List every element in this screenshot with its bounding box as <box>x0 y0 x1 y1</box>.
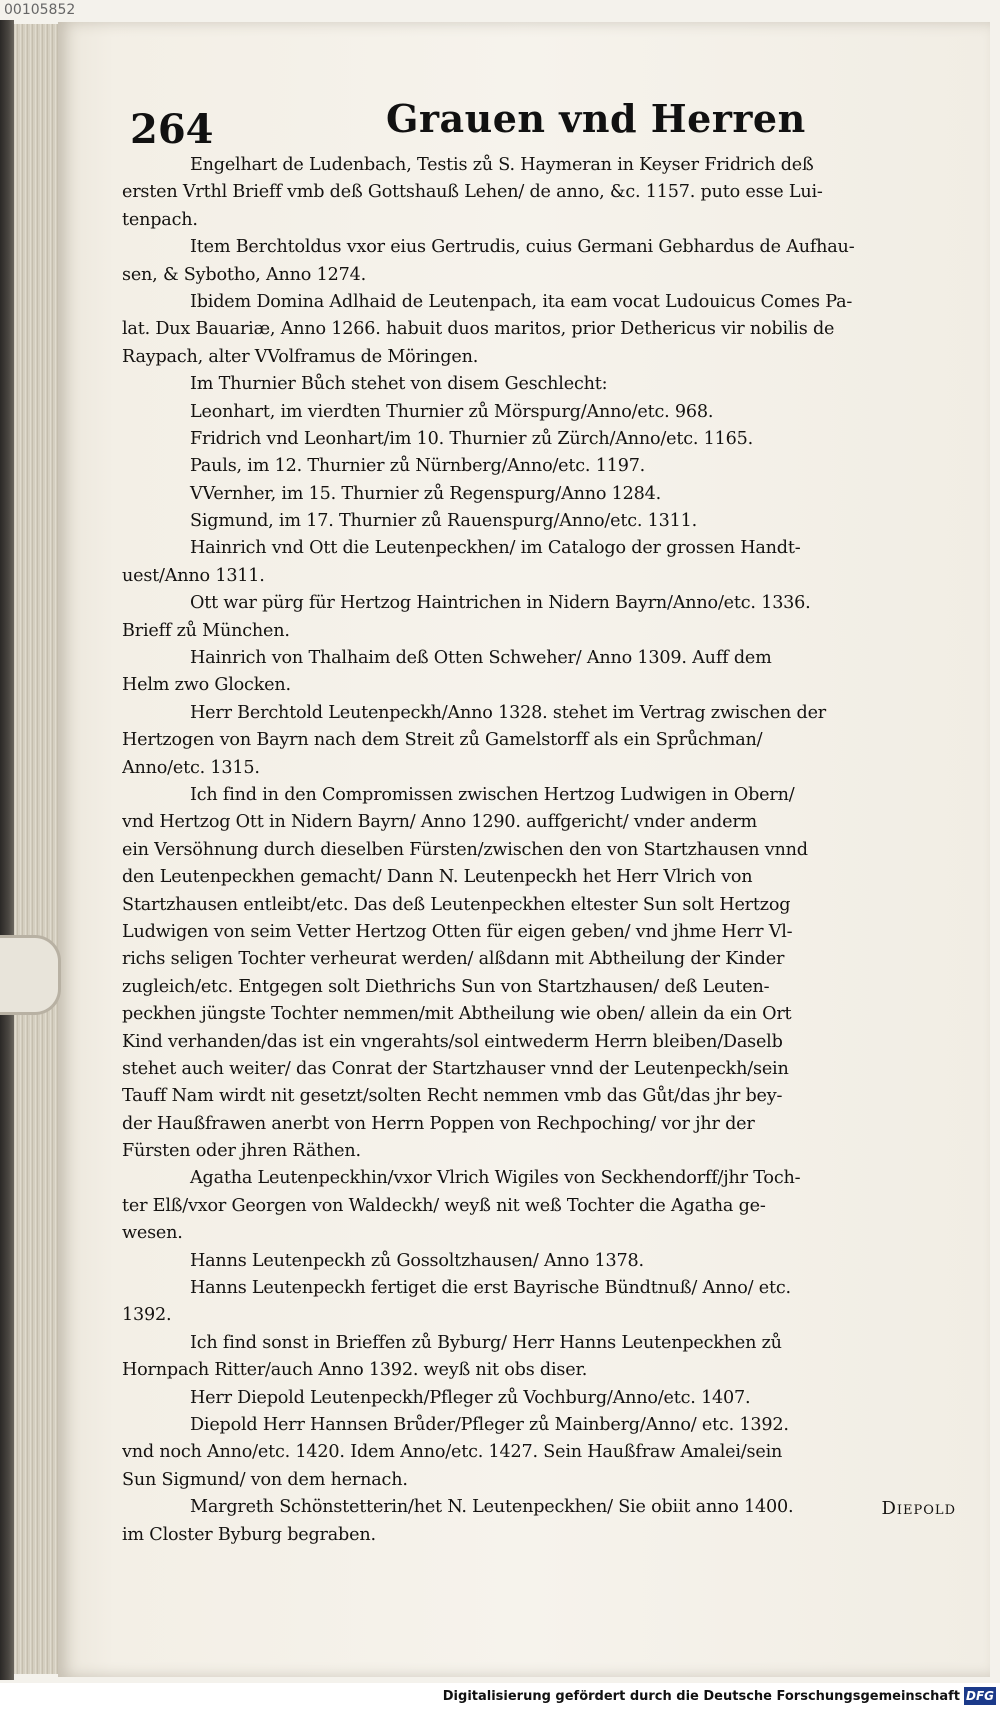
text-line: Herr Berchtold Leutenpeckh/Anno 1328. stehet im Vertrag zwischen der <box>190 702 826 723</box>
text-line: Hertzogen von Bayrn nach dem Streit zů Gamelstorff als ein Sprůchman/ <box>122 730 763 751</box>
text-line: uest/Anno 1311. <box>122 565 265 586</box>
text-line: Fridrich vnd Leonhart/im 10. Thurnier zů Zürch/Anno/etc. 1165. <box>190 428 753 449</box>
text-line: Ott war pürg für Hertzog Haintrichen in Nidern Bayrn/Anno/etc. 1336. <box>190 593 811 614</box>
page-number: 264 <box>130 106 214 153</box>
text-line: Ibidem Domina Adlhaid de Leutenpach, ita eam vocat Ludouicus Comes Pa- <box>190 291 853 312</box>
text-line: Sun Sigmund/ von dem hernach. <box>122 1469 408 1490</box>
text-line: Brieff zů München. <box>122 620 290 641</box>
text-line: Herr Diepold Leutenpeckh/Pfleger zů Vochburg/Anno/etc. 1407. <box>190 1387 751 1408</box>
text-line: Im Thurnier Bůch stehet von disem Geschlecht: <box>190 374 608 395</box>
page-stack-edge <box>14 24 59 1674</box>
text-line: Pauls, im 12. Thurnier zů Nürnberg/Anno/etc. 1197. <box>190 456 646 477</box>
running-title: Grauen vnd Herren <box>386 96 806 141</box>
text-line: lat. Dux Bauariæ, Anno 1266. habuit duos maritos, prior Dethericus vir nobilis de <box>122 319 835 340</box>
text-line: Fürsten oder jhren Räthen. <box>122 1141 361 1162</box>
body-text <box>122 152 956 1549</box>
text-line: zugleich/etc. Entgegen solt Diethrichs Sun von Startzhausen/ deß Leuten- <box>122 976 770 997</box>
dfg-logo: DFG <box>965 1689 994 1703</box>
text-line: Anno/etc. 1315. <box>122 757 260 778</box>
text-line: Kind verhanden/das ist ein vngerahts/sol eintwederm Herrn bleiben/Daselb <box>122 1031 783 1052</box>
text-line: Hanns Leutenpeckh fertiget die erst Bayrische Bündtnuß/ Anno/ etc. <box>190 1278 791 1299</box>
page-header <box>130 92 930 152</box>
text-line: Hanns Leutenpeckh zů Gossoltzhausen/ Anno 1378. <box>190 1250 644 1271</box>
scan-id: 00105852 <box>4 2 76 18</box>
text-line: 1392. <box>122 1305 172 1326</box>
text-line: Helm zwo Glocken. <box>122 675 291 696</box>
text-line: Engelhart de Ludenbach, Testis zů S. Haymeran in Keyser Fridrich deß <box>190 155 814 175</box>
text-line: Leonhart, im vierdten Thurnier zů Mörspurg/Anno/etc. 968. <box>190 401 714 422</box>
text-line: Item Berchtoldus vxor eius Gertrudis, cuius Germani Gebhardus de Aufhau- <box>190 237 855 258</box>
text-line: Sigmund, im 17. Thurnier zů Rauenspurg/Anno/etc. 1311. <box>190 511 697 532</box>
text-line: ter Elß/vxor Georgen von Waldeckh/ weyß nit weß Tochter die Agatha ge- <box>122 1195 766 1216</box>
book-spine-edge <box>0 20 14 1680</box>
text-line: tenpach. <box>122 209 198 230</box>
text-line: Hornpach Ritter/auch Anno 1392. weyß nit obs diser. <box>122 1360 588 1381</box>
text-line: stehet auch weiter/ das Conrat der Startzhauser vnnd der Leutenpeckh/sein <box>122 1058 789 1079</box>
text-line: im Closter Byburg begraben. <box>122 1524 376 1545</box>
text-line: ein Versöhnung durch dieselben Fürsten/zwischen den von Startzhausen vnnd <box>122 839 808 860</box>
text-line: Diepold Herr Hannsen Brůder/Pfleger zů Mainberg/Anno/ etc. 1392. <box>190 1414 789 1435</box>
text-line: richs seligen Tochter verheurat werden/ alßdann mit Abtheilung der Kinder <box>122 949 785 970</box>
text-line: Ludwigen von seim Vetter Hertzog Otten für eigen geben/ vnd jhme Herr Vl- <box>122 921 793 942</box>
text-line: Tauff Nam wirdt nit gesetzt/solten Recht nemmen vmb das Gůt/das jhr bey- <box>122 1086 783 1107</box>
text-line: wesen. <box>122 1223 183 1244</box>
text-line: sen, & Sybotho, Anno 1274. <box>122 264 366 285</box>
text-line: ersten Vrthl Brieff vmb deß Gottshauß Lehen/ de anno, &c. 1157. puto esse Lui- <box>122 182 823 203</box>
text-line: der Haußfrawen anerbt von Herrn Poppen von Rechpoching/ vor jhr der <box>122 1113 755 1134</box>
catchword: Diepold <box>881 1498 956 1519</box>
text-line: Raypach, alter VVolframus de Möringen. <box>122 346 479 367</box>
footer-credit: Digitalisierung gefördert durch die Deutsche Forschungsgemeinschaft <box>442 1689 960 1704</box>
text-line: Startzhausen entleibt/etc. Das deß Leutenpeckhen eltester Sun solt Hertzog <box>122 894 791 915</box>
text-line: vnd Hertzog Ott in Nidern Bayrn/ Anno 1290. auffgericht/ vnder anderm <box>122 812 758 833</box>
text-line: Agatha Leutenpeckhin/vxor Vlrich Wigiles von Seckhendorff/jhr Toch- <box>190 1168 801 1189</box>
text-line: Ich find in den Compromissen zwischen Hertzog Ludwigen in Obern/ <box>190 784 795 805</box>
text-line: den Leutenpeckhen gemacht/ Dann N. Leutenpeckh het Herr Vlrich von <box>122 867 753 888</box>
text-line: Margreth Schönstetterin/het N. Leutenpeckhen/ Sie obiit anno 1400. <box>190 1497 794 1518</box>
text-line: Ich find sonst in Brieffen zů Byburg/ Herr Hanns Leutenpeckhen zů <box>190 1332 782 1353</box>
text-line: VVernher, im 15. Thurnier zů Regenspurg/Anno 1284. <box>190 483 662 504</box>
text-line: vnd noch Anno/etc. 1420. Idem Anno/etc. 1427. Sein Haußfraw Amalei/sein <box>122 1442 783 1463</box>
book-clasp <box>0 935 61 1015</box>
footer-bar <box>0 1683 1000 1712</box>
text-line: Hainrich von Thalhaim deß Otten Schweher/ Anno 1309. Auff dem <box>190 648 772 669</box>
text-line: peckhen jüngste Tochter nemmen/mit Abtheilung wie oben/ allein da ein Ort <box>122 1004 792 1025</box>
text-line: Hainrich vnd Ott die Leutenpeckhen/ im Catalogo der grossen Handt- <box>190 538 801 559</box>
